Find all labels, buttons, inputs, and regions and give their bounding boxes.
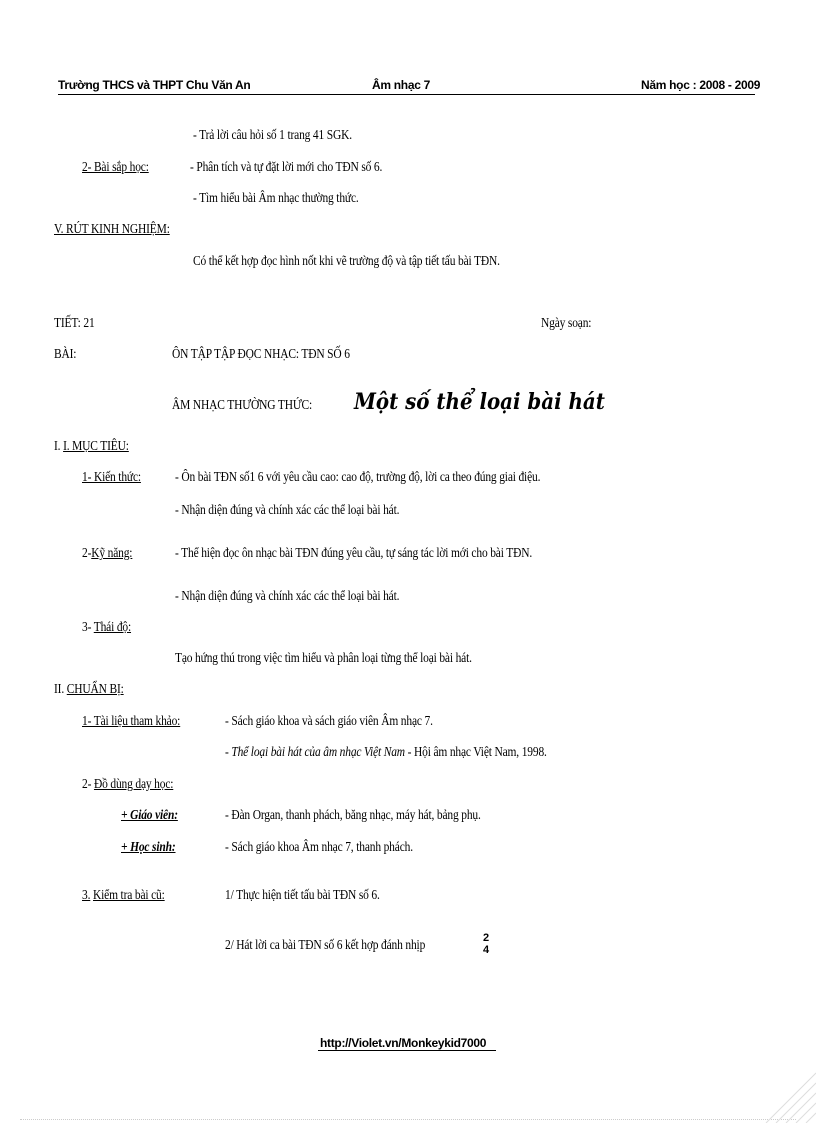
tools-label: Đồ dùng dạy học: xyxy=(93,777,174,792)
lesson-date-label: Ngày soạn: xyxy=(541,316,592,331)
appreciation-title: Một số thể loại bài hát xyxy=(354,389,605,415)
knowledge-line-2: - Nhận diện đúng và chính xác các thể loại bài hát. xyxy=(175,503,400,518)
header-school: Trường THCS và THPT Chu Văn An xyxy=(58,78,251,92)
student-label: + Học sinh: xyxy=(121,840,176,855)
tools-prefix: 2- xyxy=(82,777,92,792)
check-label: Kiểm tra bài cũ: xyxy=(93,888,165,903)
skills-line-1: - Thể hiện đọc ôn nhạc bài TĐN đúng yêu cầu, tự sáng tác lời mới cho bài TĐN. xyxy=(175,546,533,561)
time-signature-top: 2 xyxy=(483,932,490,944)
header-subject: Âm nhạc 7 xyxy=(372,78,430,92)
teacher-label: + Giáo viên: xyxy=(121,808,178,823)
homework-prep-line-2: - Tìm hiểu bài Âm nhạc thường thức. xyxy=(193,191,359,206)
homework-prep-line-1: - Phân tích và tự đặt lời mới cho TĐN số 6. xyxy=(190,160,383,175)
check-label-row xyxy=(82,888,165,904)
preparation-heading-text: CHUẨN BỊ: xyxy=(66,682,124,697)
header-year: Năm học : 2008 - 2009 xyxy=(641,78,761,92)
skills-line-2: - Nhận diện đúng và chính xác các thể loại bài hát. xyxy=(175,589,400,604)
time-signature-bottom: 4 xyxy=(483,944,490,956)
header-divider xyxy=(58,94,755,95)
preparation-heading xyxy=(54,682,124,698)
attitude-text: Tạo hứng thú trong việc tìm hiểu và phân loại từng thể loại bài hát. xyxy=(175,651,472,666)
homework-line-1: - Trả lời câu hỏi số 1 trang 41 SGK. xyxy=(193,128,352,143)
skills-label-row xyxy=(82,546,132,562)
attitude-prefix: 3- xyxy=(82,620,92,635)
lesson-period: TIẾT: 21 xyxy=(54,316,95,331)
page-corner-hatching xyxy=(756,1063,816,1123)
knowledge-label: 1- Kiến thức: xyxy=(82,470,141,485)
check-line-2: 2/ Hát lời ca bài TĐN số 6 kết hợp đánh nhịp xyxy=(225,938,426,953)
teacher-text: - Đàn Organ, thanh phách, băng nhạc, máy hát, bảng phụ. xyxy=(225,808,481,823)
preparation-prefix: II. xyxy=(54,682,65,697)
time-signature xyxy=(483,932,489,956)
homework-prep-label: 2- Bài sắp học: xyxy=(82,160,149,175)
check-prefix: 3. xyxy=(82,888,91,903)
docs-label: 1- Tài liệu tham khảo: xyxy=(82,714,181,729)
footer-url: http://Violet.vn/Monkeykid7000 xyxy=(320,1036,487,1050)
objectives-heading: I. I. MỤC TIÊU: xyxy=(54,439,129,454)
experience-text: Có thể kết hợp đọc hình nốt khi vẽ trường độ và tập tiết tấu bài TĐN. xyxy=(193,254,500,269)
lesson-title-label: BÀI: xyxy=(54,347,77,362)
tools-label-row xyxy=(82,777,173,793)
objectives-heading-text: I. MỤC TIÊU: xyxy=(63,439,129,454)
docs-line-2-rest: Hội âm nhạc Việt Nam, 1998. xyxy=(414,745,547,760)
skills-prefix: 2- xyxy=(82,546,92,561)
docs-line-2 xyxy=(225,745,547,761)
check-line-1: 1/ Thực hiện tiết tấu bài TĐN số 6. xyxy=(225,888,380,903)
page-edge-dots xyxy=(20,1119,796,1120)
appreciation-label: ÂM NHẠC THƯỜNG THỨC: xyxy=(172,398,313,413)
experience-heading: V. RÚT KINH NGHIỆM: xyxy=(54,222,170,237)
knowledge-line-1: - Ôn bài TĐN số1 6 với yêu cầu cao: cao độ, trường độ, lời ca theo đúng giai điệu. xyxy=(175,470,541,485)
student-text: - Sách giáo khoa Âm nhạc 7, thanh phách. xyxy=(225,840,413,855)
docs-line-1: - Sách giáo khoa và sách giáo viên Âm nhạc 7. xyxy=(225,714,433,729)
attitude-label-row xyxy=(82,620,131,636)
skills-label: Kỹ năng: xyxy=(91,546,133,561)
footer-divider xyxy=(318,1050,496,1051)
attitude-label: Thái độ: xyxy=(93,620,132,635)
docs-line-2-italic: - Thể loại bài hát của âm nhạc Việt Nam - xyxy=(225,745,412,760)
lesson-title: ÔN TẬP TẬP ĐỌC NHẠC: TĐN SỐ 6 xyxy=(172,347,350,362)
